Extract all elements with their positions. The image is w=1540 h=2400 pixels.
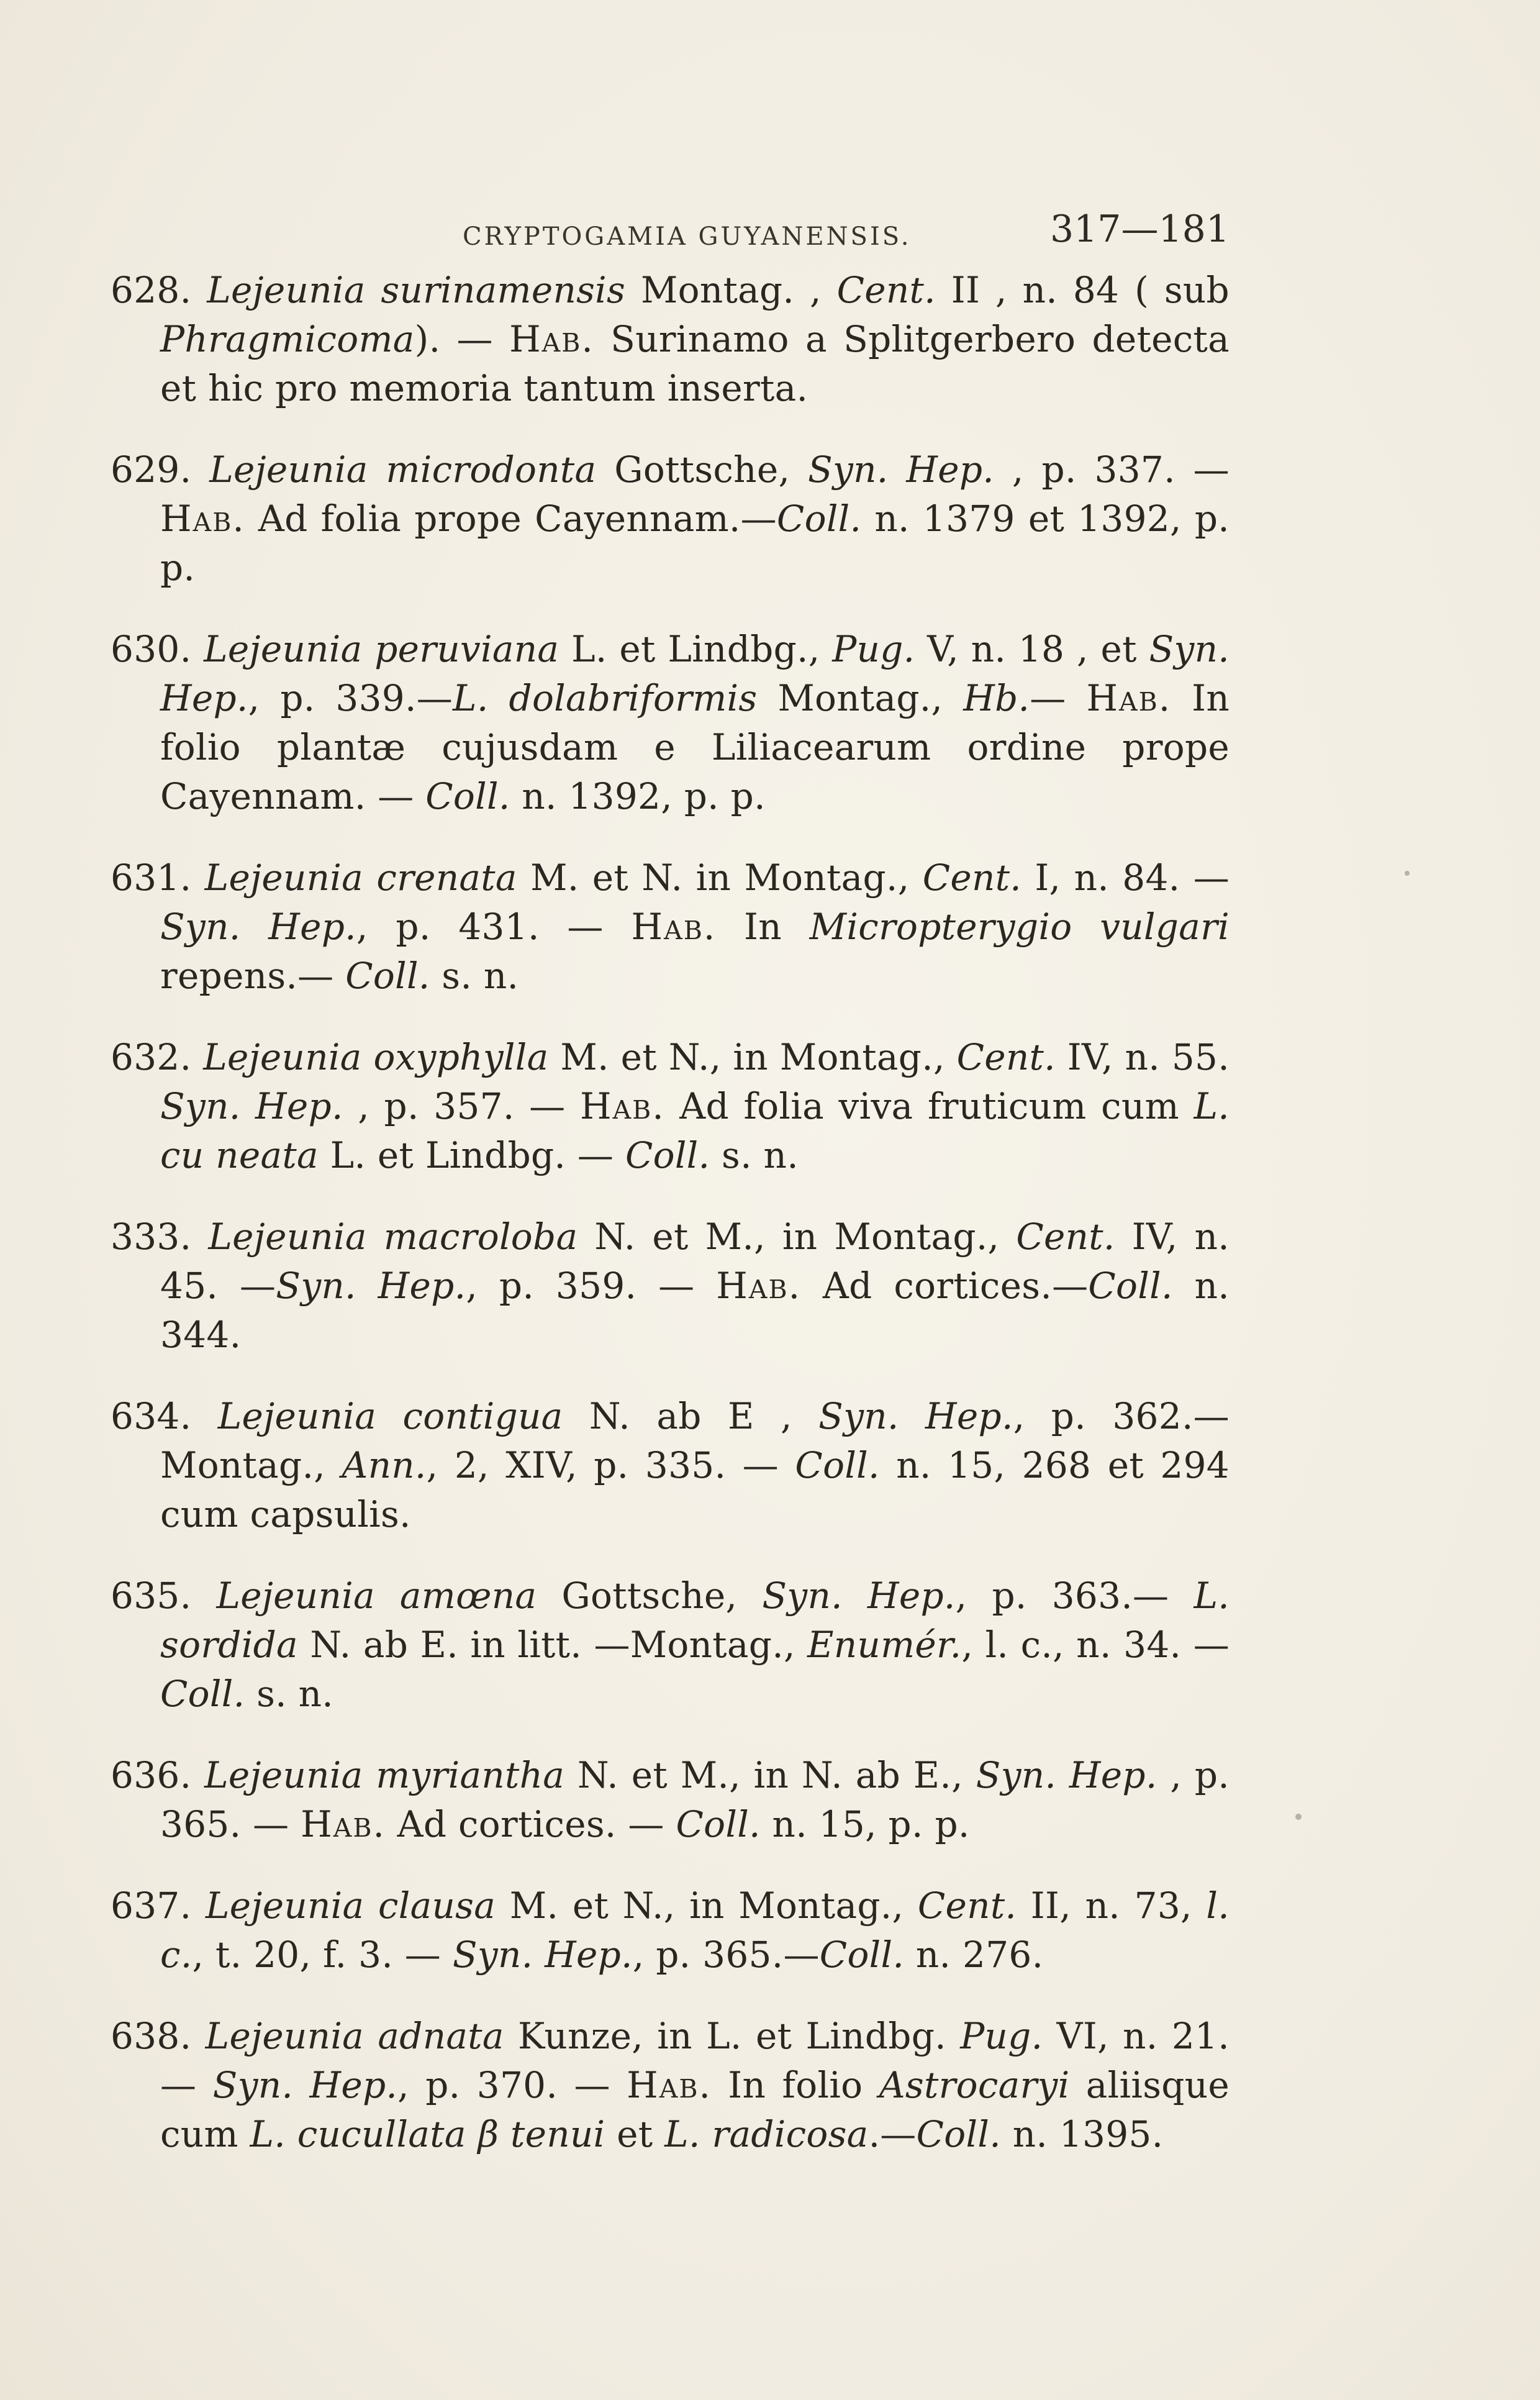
entry-text: M. et N., in Montag., [496,1884,918,1927]
entry-text: n. 276. [904,1934,1044,1976]
entry-text: , p. 431. — [356,906,632,948]
entry-text: n. 15, p. p. [760,1803,970,1845]
entry-text: — [1030,677,1087,719]
species-name: Lejeunia adnata [205,2015,504,2057]
entry-text: , p. 365.— [632,1934,820,1976]
paper-speck [1405,871,1410,876]
entry-number: 638. [111,2015,192,2057]
entry-italic: Coll. [1088,1265,1173,1307]
entry-text: , p. 339.— [248,677,453,719]
entry-text: L. et Lindbg. — [318,1134,625,1176]
entry-italic: Ann. [342,1444,427,1486]
entry-number: 333. [111,1216,192,1258]
entry-italic: Syn. Hep. [160,1085,343,1127]
entry-italic: Pug. [832,628,915,670]
entry-text: Ad cortices.— [801,1265,1089,1307]
entry-italic: Cent. [836,269,936,311]
entry-text: , l. c., n. 34. — [961,1624,1230,1666]
entry-italic: Syn. Hep. [818,1395,1013,1437]
entry-text: n. 1379 et 1392, p. p. [160,498,1230,589]
entry-text: L. et Lindbg., [559,628,833,670]
entry-number: 631. [111,857,192,899]
habitat-label: Hab. [1086,677,1172,719]
entry-italic: Cent. [1016,1216,1115,1258]
entry-text: N. ab E. in litt. —Montag., [297,1624,808,1666]
habitat-label: Hab. [631,906,717,948]
species-name: Lejeunia clausa [205,1884,496,1927]
entry-text: n. 344. [160,1265,1230,1356]
entry-text: IV, n. 45. — [160,1216,1230,1307]
species-name: Lejeunia contigua [217,1395,563,1437]
entry-italic: Micropterygio vulgari [809,906,1230,948]
entry-text: , p. 370. — [397,2064,627,2106]
habitat-label: Hab. [160,498,245,540]
entry-italic: Phragmicoma [160,318,415,360]
entry-text: Ad folia prope Cayennam.— [245,498,777,540]
entry-italic: Coll. [625,1134,710,1176]
entry-text: In folio plantæ cujusdam e Liliacearum ordine prope Cayennam. — [160,677,1230,817]
entry-text: aliisque cum [160,2064,1230,2155]
entry-italic: L. sordida [160,1575,1230,1666]
entry-text: Gottsche, [596,448,808,491]
entry-number: 632. [111,1036,192,1078]
entry-text: Montag. , [625,269,837,311]
species-name: Lejeunia crenata [204,857,517,899]
entry-italic: L. cucullata β tenui [250,2113,605,2155]
entry-text: s. n. [245,1673,334,1715]
entry-italic: Syn. Hep. [160,628,1230,719]
entry-number: 629. [111,448,192,491]
entry-number: 637. [111,1884,192,1927]
entry-italic: Syn. Hep. [452,1934,633,1976]
running-header [112,205,1230,255]
habitat-label: Hab. [579,1085,665,1127]
entry-italic: Syn. Hep. [212,2064,398,2106]
species-name: Lejeunia oxyphylla [203,1036,549,1078]
entry-number: 630. [111,628,192,670]
entry-text: M. et N., in Montag., [548,1036,957,1078]
entry-italic: Coll. [776,498,862,540]
entry-text: repens.— [160,955,346,997]
entry-italic: Syn. Hep. [160,906,356,948]
entry-630 [111,625,1230,821]
species-name: Lejeunia peruviana [204,628,559,670]
entry-631 [111,853,1230,1001]
habitat-label: Hab. [627,2064,712,2106]
entry-629 [111,445,1230,593]
entry-italic: Enumér. [807,1624,962,1666]
entry-text: , p. 365. — [160,1754,1230,1845]
entry-italic: Astrocaryi [879,2064,1070,2106]
entry-number: 628. [111,269,192,311]
entry-italic: Cent. [956,1036,1056,1078]
habitat-label: Hab. [301,1803,386,1845]
entry-text: VI, n. 21.— [160,2015,1230,2106]
entry-text: , p. 359. — [466,1265,717,1307]
species-name: Lejeunia surinamensis [207,269,626,311]
entry-text: n. 1395. [1000,2113,1164,2155]
entry-italic: Coll. [819,1934,905,1976]
entry-636 [111,1751,1230,1849]
entry-text: II , n. 84 ( sub [935,269,1230,311]
entry-text: .— [868,2113,917,2155]
entry-628 [111,266,1230,413]
entry-italic: l. c. [160,1884,1230,1976]
entry-text: Montag., [757,677,964,719]
entry-italic: Cent. [917,1884,1017,1927]
entry-text: Ad cortices. — [385,1803,676,1845]
entry-italic: Cent. [922,857,1022,899]
entry-632 [111,1033,1230,1180]
entry-text: , p. 362.—Montag., [160,1395,1230,1486]
entry-number: 635. [111,1575,192,1617]
entry-italic: L. dolabriformis [453,677,758,719]
entry-text: s. n. [710,1134,799,1176]
entry-number: 634. [111,1395,192,1437]
page-body [111,266,1230,2191]
entry-italic: Coll. [676,1803,761,1845]
entry-text: , p. 363.— [955,1575,1194,1617]
species-name: Lejeunia amœna [216,1575,537,1617]
entry-text: Surinamo a Splitgerbero detecta et hic pro memoria tantum inserta. [160,318,1230,409]
entry-text: N. ab E , [563,1395,819,1437]
entry-italic: L. cu neata [160,1085,1230,1176]
entry-text: , 2, XIV, p. 335. — [426,1444,795,1486]
page-number: 317—181 [1049,207,1230,251]
entry-italic: Coll. [795,1444,880,1486]
entry-635 [111,1571,1230,1719]
entry-text: et [605,2113,665,2155]
entry-italic: Coll. [160,1673,245,1715]
entry-italic: L. radicosa [664,2113,869,2155]
paper-speck [1295,1814,1302,1820]
entry-text: N. et M., in N. ab E., [564,1754,976,1796]
species-name: Lejeunia microdonta [209,448,597,491]
entry-637 [111,1881,1230,1980]
entry-text: , t. 20, f. 3. — [192,1934,453,1976]
entry-633 [111,1212,1230,1360]
entry-text: Ad folia viva fruticum cum [664,1085,1194,1127]
entry-text: V, n. 18 , et [915,628,1149,670]
entry-text: s. n. [430,955,519,997]
entry-text: n. 1392, p. p. [510,775,766,817]
entry-text: In [716,906,810,948]
entry-text: IV, n. 55. [1055,1036,1230,1078]
entry-text: Gottsche, [537,1575,763,1617]
entry-text: Kunze, in L. et Lindbg. [504,2015,961,2057]
entry-text: II, n. 73, [1017,1884,1207,1927]
entry-italic: Hb. [963,677,1030,719]
entry-italic: Syn. Hep. [762,1575,956,1617]
habitat-label: Hab. [716,1265,802,1307]
entry-text: ). — [414,318,510,360]
entry-text: , p. 357. — [343,1085,580,1127]
entry-text: I, n. 84. — [1021,857,1230,899]
entry-text: M. et N. in Montag., [517,857,923,899]
entry-text: N. et M., in Montag., [578,1216,1017,1258]
entry-italic: Pug. [960,2015,1043,2057]
entry-italic: Coll. [425,775,510,817]
species-name: Lejeunia myriantha [204,1754,565,1796]
entry-italic: Syn. Hep. [976,1754,1157,1796]
entry-italic: Syn. Hep. [276,1265,466,1307]
species-name: Lejeunia macroloba [208,1216,578,1258]
running-title: CRYPTOGAMIA GUYANENSIS. [463,222,912,251]
entry-number: 636. [111,1754,192,1796]
entry-italic: Coll. [916,2113,1001,2155]
entry-638 [111,2012,1230,2159]
entry-text: In folio [711,2064,879,2106]
entry-634 [111,1392,1230,1539]
entry-italic: Coll. [345,955,430,997]
habitat-label: Hab. [509,318,594,360]
entry-text: , p. 337. — [994,448,1230,491]
entry-italic: Syn. Hep. [808,448,995,491]
entry-text: n. 15, 268 et 294 cum capsulis. [160,1444,1230,1535]
